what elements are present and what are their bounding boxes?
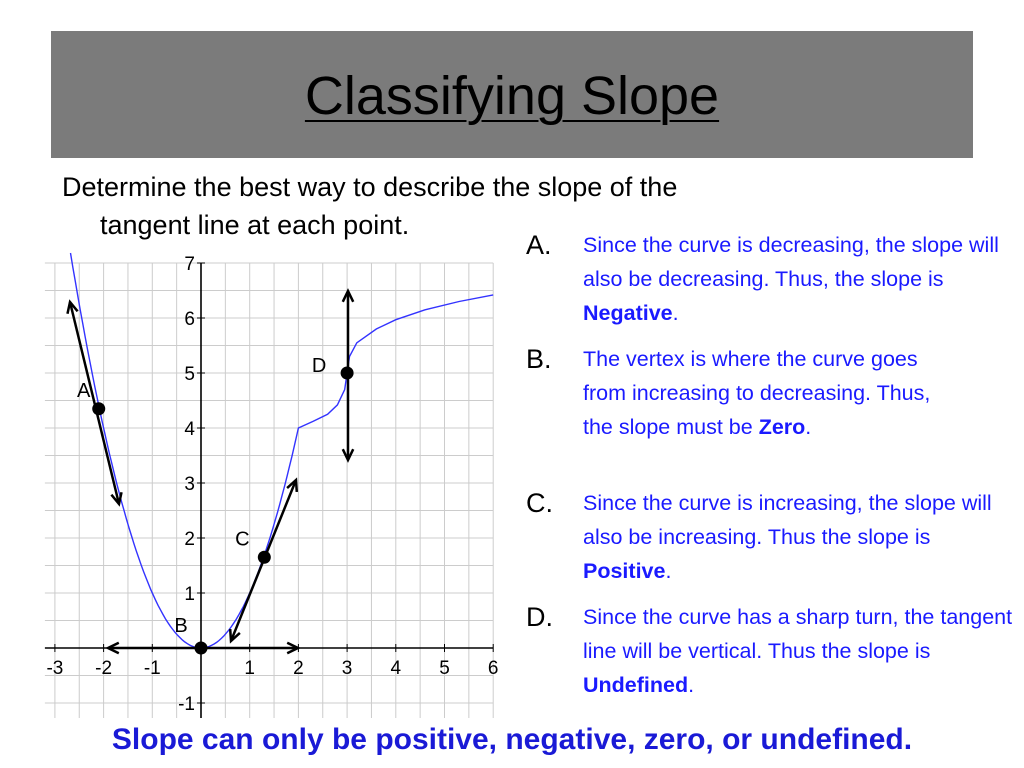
y-tick-label: 2 [184, 529, 195, 550]
answer-keyword: Positive [583, 559, 666, 583]
x-tick-label: 3 [341, 658, 353, 679]
y-tick-label: 6 [184, 309, 195, 330]
point-d [341, 367, 354, 380]
x-tick-label: -2 [95, 658, 113, 679]
title-bar [51, 31, 973, 158]
answer-text: Since the curve has a sharp turn, the tangent line will be vertical. Thus the slope is Undefined. [583, 605, 1013, 697]
x-tick-label: 1 [244, 658, 255, 679]
function-graph [0, 248, 510, 718]
x-tick-label: 4 [390, 658, 402, 679]
slide-title: Classifying Slope [304, 66, 720, 126]
y-tick-label: 1 [184, 584, 195, 605]
y-tick-label: -1 [178, 694, 195, 715]
x-tick-label: 5 [439, 658, 450, 679]
instruction-line-2: tangent line at each point. [100, 210, 410, 240]
answer-letter: B. [526, 344, 552, 374]
function-curve [71, 253, 494, 648]
tangent-line-a [70, 302, 119, 504]
point-label-a: A [77, 379, 91, 402]
answer-text: Since the curve is decreasing, the slope will also be decreasing. Thus, the slope is Negative. [583, 233, 999, 325]
answer-letter: A. [526, 230, 552, 260]
answer-letter: C. [526, 488, 553, 518]
y-tick-label: 7 [184, 254, 195, 275]
answer-keyword: Zero [758, 415, 806, 439]
point-b [195, 642, 208, 655]
point-c [258, 551, 271, 564]
answer-keyword: Undefined [583, 673, 689, 697]
y-tick-label: 3 [184, 474, 195, 495]
answer-text: The vertex is where the curve goes from increasing to decreasing. Thus, the slope must be Zero. [583, 347, 931, 439]
instruction-line-1: Determine the best way to describe the slope of the [62, 172, 678, 202]
y-tick-label: 5 [184, 364, 195, 385]
x-tick-label: -1 [143, 658, 161, 679]
x-tick-label: -3 [46, 658, 64, 679]
answer-letter: D. [526, 602, 553, 632]
point-label-c: C [235, 528, 250, 551]
point-label-b: B [174, 615, 188, 637]
answer-keyword: Negative [583, 301, 673, 325]
x-tick-label: 6 [487, 658, 499, 679]
x-tick-label: 2 [293, 658, 304, 679]
footer-summary: Slope can only be positive, negative, zero, or undefined. [111, 723, 913, 756]
point-label-d: D [311, 355, 327, 377]
answer-text: Since the curve is increasing, the slope will also be increasing. Thus the slope is Positive. [583, 491, 992, 583]
y-tick-label: 4 [184, 419, 195, 440]
point-a [92, 402, 105, 415]
